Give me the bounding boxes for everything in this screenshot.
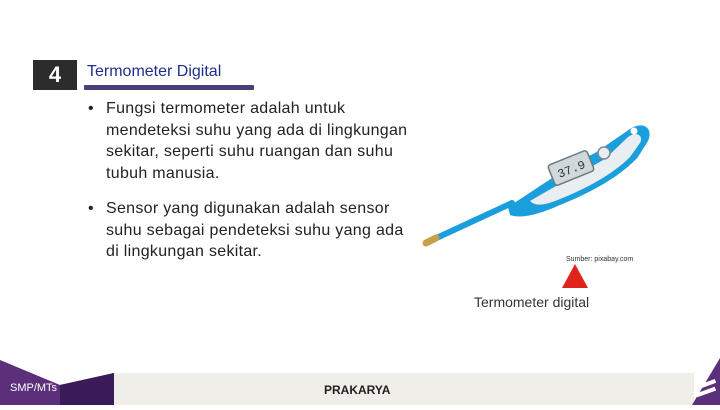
title-underline [84, 85, 254, 90]
bullet-list [88, 98, 418, 277]
footer-left-decoration [0, 350, 120, 410]
digital-thermometer-icon [420, 115, 660, 260]
bullet-item [88, 98, 418, 184]
footer-bar [114, 373, 694, 405]
footer-center-label: PRAKARYA [324, 383, 391, 397]
bullet-text: Sensor yang digunakan adalah sensor suhu sebagai pendeteksi suhu yang ada di lingkungan sekitar. [106, 200, 404, 260]
slide-number-badge: 4 [33, 60, 77, 90]
thermometer-display-reading: 37.9 [555, 157, 588, 182]
bullet-text: Fungsi termometer adalah untuk mendeteksi suhu yang ada di lingkungan sekitar, seperti suhu ruangan dan suhu tubuh manusia. [106, 100, 408, 182]
image-caption: Termometer digital [474, 294, 590, 310]
image-source: Sumber: pixabay.com [566, 256, 634, 263]
books-stack-icon [680, 340, 720, 410]
bullet-item [88, 198, 418, 263]
warning-triangle-icon [562, 264, 588, 288]
bullet-marker: • [88, 100, 94, 117]
slide-title: Termometer Digital [87, 63, 222, 80]
footer-left-label: SMP/MTs [10, 382, 58, 394]
bullet-marker: • [88, 200, 94, 217]
